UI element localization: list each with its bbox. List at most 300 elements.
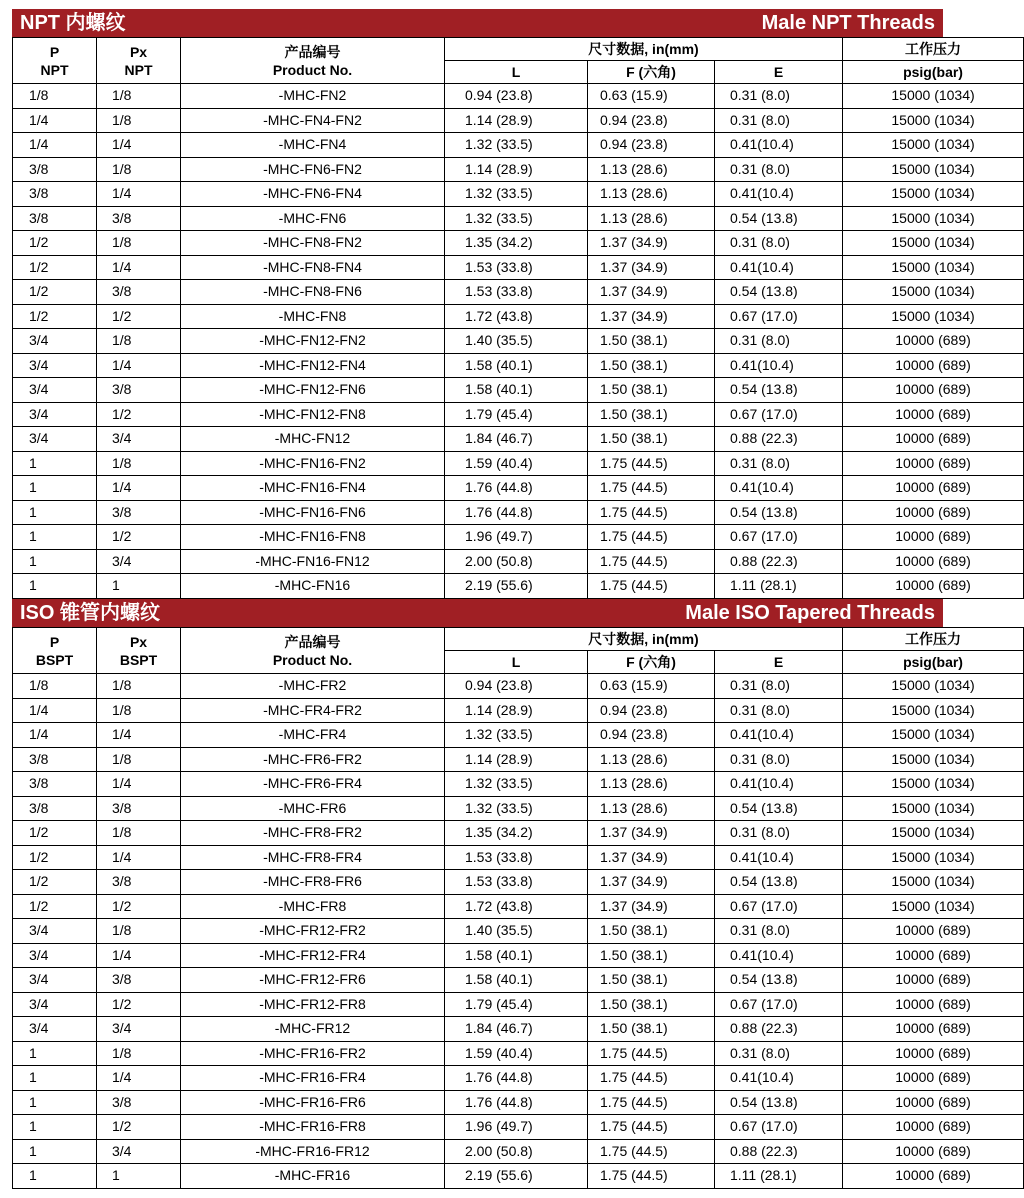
cell-e: 0.54 (13.8): [715, 206, 843, 231]
cell-e: 0.67 (17.0): [715, 525, 843, 550]
table-row: [13, 255, 1024, 280]
cell-f: 1.50 (38.1): [588, 919, 715, 944]
table-row: [13, 772, 1024, 797]
cell-l: 1.58 (40.1): [445, 378, 588, 403]
cell-product-no: -MHC-FR16: [181, 1164, 445, 1189]
table-row: [13, 1066, 1024, 1091]
header-e: E: [715, 651, 843, 674]
cell-pressure: 10000 (689): [843, 525, 1024, 550]
cell-px: 3/8: [97, 968, 181, 993]
cell-p: 1: [13, 1066, 97, 1091]
cell-p: 1/4: [13, 133, 97, 158]
cell-px: 3/4: [97, 549, 181, 574]
cell-pressure: 15000 (1034): [843, 84, 1024, 109]
table-row: [13, 549, 1024, 574]
cell-e: 1.11 (28.1): [715, 1164, 843, 1189]
cell-l: 1.14 (28.9): [445, 698, 588, 723]
cell-f: 1.75 (44.5): [588, 476, 715, 501]
cell-pressure: 15000 (1034): [843, 821, 1024, 846]
cell-px: 1/4: [97, 255, 181, 280]
cell-l: 1.53 (33.8): [445, 255, 588, 280]
cell-e: 0.54 (13.8): [715, 378, 843, 403]
cell-px: 3/4: [97, 427, 181, 452]
cell-p: 3/8: [13, 157, 97, 182]
cell-l: 2.00 (50.8): [445, 549, 588, 574]
cell-l: 1.32 (33.5): [445, 772, 588, 797]
cell-p: 1: [13, 1139, 97, 1164]
cell-f: 1.50 (38.1): [588, 943, 715, 968]
table-row: [13, 992, 1024, 1017]
cell-product-no: -MHC-FR12-FR2: [181, 919, 445, 944]
cell-pressure: 10000 (689): [843, 992, 1024, 1017]
cell-px: 1: [97, 1164, 181, 1189]
cell-f: 1.50 (38.1): [588, 968, 715, 993]
cell-e: 0.31 (8.0): [715, 451, 843, 476]
cell-product-no: -MHC-FN6-FN2: [181, 157, 445, 182]
cell-p: 1: [13, 451, 97, 476]
cell-pressure: 10000 (689): [843, 1139, 1024, 1164]
cell-f: 1.75 (44.5): [588, 574, 715, 599]
cell-l: 1.53 (33.8): [445, 280, 588, 305]
cell-p: 3/4: [13, 992, 97, 1017]
section-title-cn: ISO 锥管内螺纹: [20, 602, 161, 624]
cell-px: 1/2: [97, 402, 181, 427]
cell-l: 1.59 (40.4): [445, 1041, 588, 1066]
cell-l: 1.40 (35.5): [445, 329, 588, 354]
cell-f: 1.50 (38.1): [588, 378, 715, 403]
cell-f: 1.37 (34.9): [588, 231, 715, 256]
cell-p: 3/4: [13, 919, 97, 944]
cell-f: 1.75 (44.5): [588, 1115, 715, 1140]
cell-product-no: -MHC-FN16-FN4: [181, 476, 445, 501]
header-dims: 尺寸数据, in(mm): [445, 38, 843, 61]
cell-px: 1/4: [97, 772, 181, 797]
table-row: [13, 280, 1024, 305]
cell-l: 1.72 (43.8): [445, 894, 588, 919]
cell-pressure: 15000 (1034): [843, 231, 1024, 256]
cell-p: 3/4: [13, 943, 97, 968]
cell-pressure: 15000 (1034): [843, 674, 1024, 699]
cell-px: 1/2: [97, 304, 181, 329]
cell-l: 1.76 (44.8): [445, 1066, 588, 1091]
cell-px: 3/8: [97, 206, 181, 231]
cell-l: 1.76 (44.8): [445, 500, 588, 525]
cell-l: 2.00 (50.8): [445, 1139, 588, 1164]
cell-f: 1.75 (44.5): [588, 525, 715, 550]
cell-p: 3/4: [13, 427, 97, 452]
cell-f: 1.13 (28.6): [588, 182, 715, 207]
cell-p: 3/8: [13, 206, 97, 231]
cell-e: 0.31 (8.0): [715, 698, 843, 723]
cell-pressure: 10000 (689): [843, 1041, 1024, 1066]
cell-product-no: -MHC-FN12-FN6: [181, 378, 445, 403]
cell-e: 0.54 (13.8): [715, 796, 843, 821]
cell-pressure: 15000 (1034): [843, 206, 1024, 231]
cell-pressure: 10000 (689): [843, 1115, 1024, 1140]
cell-product-no: -MHC-FR6: [181, 796, 445, 821]
cell-p: 1: [13, 1090, 97, 1115]
cell-px: 1/2: [97, 992, 181, 1017]
header-product: 产品编号 Product No.: [181, 628, 445, 674]
cell-l: 1.32 (33.5): [445, 206, 588, 231]
table-row: [13, 476, 1024, 501]
cell-pressure: 10000 (689): [843, 968, 1024, 993]
cell-p: 3/8: [13, 772, 97, 797]
cell-product-no: -MHC-FR8-FR4: [181, 845, 445, 870]
cell-p: 1: [13, 1115, 97, 1140]
cell-pressure: 10000 (689): [843, 500, 1024, 525]
cell-product-no: -MHC-FR16-FR8: [181, 1115, 445, 1140]
cell-e: 0.88 (22.3): [715, 1017, 843, 1042]
cell-pressure: 10000 (689): [843, 574, 1024, 599]
cell-e: 0.41(10.4): [715, 723, 843, 748]
cell-px: 1/4: [97, 476, 181, 501]
table-row: [13, 329, 1024, 354]
cell-e: 0.41(10.4): [715, 255, 843, 280]
cell-f: 0.94 (23.8): [588, 723, 715, 748]
cell-px: 1/8: [97, 231, 181, 256]
cell-e: 0.31 (8.0): [715, 108, 843, 133]
table-row: [13, 378, 1024, 403]
section-banner: [12, 9, 943, 37]
cell-product-no: -MHC-FN16-FN6: [181, 500, 445, 525]
cell-product-no: -MHC-FR4: [181, 723, 445, 748]
cell-e: 0.31 (8.0): [715, 674, 843, 699]
header-f: F (六角): [588, 61, 715, 84]
cell-pressure: 15000 (1034): [843, 796, 1024, 821]
cell-pressure: 10000 (689): [843, 1090, 1024, 1115]
cell-pressure: 10000 (689): [843, 378, 1024, 403]
cell-product-no: -MHC-FR16-FR2: [181, 1041, 445, 1066]
cell-l: 1.32 (33.5): [445, 723, 588, 748]
cell-product-no: -MHC-FN6: [181, 206, 445, 231]
cell-e: 0.41(10.4): [715, 476, 843, 501]
cell-f: 1.37 (34.9): [588, 304, 715, 329]
cell-f: 1.37 (34.9): [588, 894, 715, 919]
spec-table: [12, 37, 1024, 599]
cell-product-no: -MHC-FR12-FR6: [181, 968, 445, 993]
cell-pressure: 10000 (689): [843, 943, 1024, 968]
cell-pressure: 10000 (689): [843, 451, 1024, 476]
cell-e: 0.31 (8.0): [715, 84, 843, 109]
cell-pressure: 15000 (1034): [843, 255, 1024, 280]
cell-pressure: 10000 (689): [843, 476, 1024, 501]
cell-pressure: 10000 (689): [843, 919, 1024, 944]
table-row: [13, 796, 1024, 821]
cell-px: 1/8: [97, 747, 181, 772]
table-row: [13, 304, 1024, 329]
table-row: [13, 574, 1024, 599]
cell-p: 1/8: [13, 674, 97, 699]
cell-p: 1/2: [13, 255, 97, 280]
cell-pressure: 15000 (1034): [843, 870, 1024, 895]
table-row: [13, 845, 1024, 870]
table-row: [13, 1164, 1024, 1189]
table-row: [13, 133, 1024, 158]
cell-product-no: -MHC-FN16-FN12: [181, 549, 445, 574]
table-row: [13, 108, 1024, 133]
cell-l: 1.35 (34.2): [445, 821, 588, 846]
cell-l: 0.94 (23.8): [445, 674, 588, 699]
cell-f: 1.37 (34.9): [588, 280, 715, 305]
cell-p: 1: [13, 1041, 97, 1066]
cell-f: 1.50 (38.1): [588, 427, 715, 452]
cell-f: 1.37 (34.9): [588, 845, 715, 870]
cell-product-no: -MHC-FN6-FN4: [181, 182, 445, 207]
cell-e: 0.67 (17.0): [715, 992, 843, 1017]
cell-pressure: 15000 (1034): [843, 698, 1024, 723]
cell-l: 2.19 (55.6): [445, 574, 588, 599]
cell-p: 1/2: [13, 304, 97, 329]
cell-p: 3/8: [13, 747, 97, 772]
cell-product-no: -MHC-FR8-FR2: [181, 821, 445, 846]
cell-product-no: -MHC-FN16-FN8: [181, 525, 445, 550]
cell-f: 1.50 (38.1): [588, 329, 715, 354]
header-product: 产品编号 Product No.: [181, 38, 445, 84]
cell-e: 0.31 (8.0): [715, 919, 843, 944]
cell-l: 1.84 (46.7): [445, 427, 588, 452]
header-px: Px BSPT: [97, 628, 181, 674]
cell-product-no: -MHC-FN8-FN4: [181, 255, 445, 280]
table-row: [13, 968, 1024, 993]
cell-pressure: 15000 (1034): [843, 772, 1024, 797]
cell-e: 0.41(10.4): [715, 943, 843, 968]
table-row: [13, 206, 1024, 231]
cell-product-no: -MHC-FN16: [181, 574, 445, 599]
table-row: [13, 525, 1024, 550]
cell-p: 1/2: [13, 870, 97, 895]
cell-product-no: -MHC-FN8: [181, 304, 445, 329]
cell-pressure: 10000 (689): [843, 329, 1024, 354]
cell-pressure: 10000 (689): [843, 1164, 1024, 1189]
cell-p: 1: [13, 476, 97, 501]
table-row: [13, 1041, 1024, 1066]
cell-pressure: 15000 (1034): [843, 157, 1024, 182]
cell-px: 1/4: [97, 943, 181, 968]
cell-pressure: 10000 (689): [843, 402, 1024, 427]
cell-px: 1/2: [97, 1115, 181, 1140]
cell-p: 3/4: [13, 1017, 97, 1042]
cell-px: 3/8: [97, 796, 181, 821]
cell-product-no: -MHC-FR4-FR2: [181, 698, 445, 723]
table-row: [13, 84, 1024, 109]
cell-pressure: 15000 (1034): [843, 182, 1024, 207]
iso-section: [12, 599, 975, 1189]
cell-e: 1.11 (28.1): [715, 574, 843, 599]
cell-product-no: -MHC-FN16-FN2: [181, 451, 445, 476]
cell-p: 3/4: [13, 353, 97, 378]
cell-pressure: 15000 (1034): [843, 845, 1024, 870]
cell-l: 1.72 (43.8): [445, 304, 588, 329]
cell-p: 1/8: [13, 84, 97, 109]
header-p: P NPT: [13, 38, 97, 84]
section-title-cn: NPT 内螺纹: [20, 12, 126, 34]
cell-product-no: -MHC-FR12: [181, 1017, 445, 1042]
cell-f: 1.75 (44.5): [588, 1066, 715, 1091]
cell-product-no: -MHC-FR12-FR8: [181, 992, 445, 1017]
cell-f: 1.75 (44.5): [588, 1164, 715, 1189]
table-row: [13, 674, 1024, 699]
cell-px: 3/8: [97, 1090, 181, 1115]
cell-p: 1: [13, 525, 97, 550]
header-pressure-unit: psig(bar): [843, 61, 1024, 84]
cell-product-no: -MHC-FR12-FR4: [181, 943, 445, 968]
cell-f: 1.75 (44.5): [588, 500, 715, 525]
cell-f: 1.50 (38.1): [588, 402, 715, 427]
cell-f: 1.13 (28.6): [588, 206, 715, 231]
header-pressure-unit: psig(bar): [843, 651, 1024, 674]
cell-e: 0.41(10.4): [715, 1066, 843, 1091]
cell-product-no: -MHC-FR16-FR12: [181, 1139, 445, 1164]
table-row: [13, 943, 1024, 968]
cell-f: 0.94 (23.8): [588, 108, 715, 133]
cell-l: 1.58 (40.1): [445, 968, 588, 993]
cell-px: 3/8: [97, 280, 181, 305]
cell-p: 1: [13, 1164, 97, 1189]
cell-p: 1: [13, 574, 97, 599]
table-row: [13, 402, 1024, 427]
cell-px: 1/8: [97, 919, 181, 944]
cell-e: 0.88 (22.3): [715, 427, 843, 452]
cell-p: 3/4: [13, 968, 97, 993]
cell-l: 1.84 (46.7): [445, 1017, 588, 1042]
header-l: L: [445, 651, 588, 674]
cell-p: 1/4: [13, 698, 97, 723]
cell-p: 1: [13, 549, 97, 574]
cell-f: 1.50 (38.1): [588, 992, 715, 1017]
cell-l: 1.32 (33.5): [445, 133, 588, 158]
cell-f: 1.50 (38.1): [588, 353, 715, 378]
cell-pressure: 15000 (1034): [843, 133, 1024, 158]
cell-px: 1/8: [97, 157, 181, 182]
cell-l: 1.96 (49.7): [445, 1115, 588, 1140]
table-row: [13, 1115, 1024, 1140]
cell-px: 1/4: [97, 182, 181, 207]
cell-product-no: -MHC-FR8: [181, 894, 445, 919]
cell-px: 3/4: [97, 1017, 181, 1042]
cell-f: 1.13 (28.6): [588, 747, 715, 772]
table-row: [13, 919, 1024, 944]
cell-f: 1.75 (44.5): [588, 549, 715, 574]
header-pressure: 工作压力: [843, 38, 1024, 61]
cell-l: 1.35 (34.2): [445, 231, 588, 256]
table-row: [13, 723, 1024, 748]
cell-e: 0.54 (13.8): [715, 870, 843, 895]
cell-l: 1.32 (33.5): [445, 182, 588, 207]
cell-px: 1/8: [97, 674, 181, 699]
cell-px: 1/4: [97, 1066, 181, 1091]
cell-e: 0.88 (22.3): [715, 1139, 843, 1164]
cell-l: 1.14 (28.9): [445, 157, 588, 182]
cell-l: 1.14 (28.9): [445, 108, 588, 133]
cell-f: 1.37 (34.9): [588, 821, 715, 846]
cell-pressure: 15000 (1034): [843, 747, 1024, 772]
cell-product-no: -MHC-FR6-FR4: [181, 772, 445, 797]
table-body: [13, 84, 1024, 599]
cell-e: 0.67 (17.0): [715, 1115, 843, 1140]
cell-l: 1.32 (33.5): [445, 796, 588, 821]
cell-f: 1.75 (44.5): [588, 451, 715, 476]
cell-f: 1.75 (44.5): [588, 1139, 715, 1164]
cell-pressure: 10000 (689): [843, 1017, 1024, 1042]
cell-px: 1/8: [97, 108, 181, 133]
cell-px: 3/8: [97, 870, 181, 895]
cell-f: 1.13 (28.6): [588, 772, 715, 797]
cell-e: 0.67 (17.0): [715, 894, 843, 919]
cell-l: 1.79 (45.4): [445, 992, 588, 1017]
cell-e: 0.67 (17.0): [715, 304, 843, 329]
cell-l: 1.76 (44.8): [445, 1090, 588, 1115]
header-p: P BSPT: [13, 628, 97, 674]
cell-px: 1/4: [97, 353, 181, 378]
cell-product-no: -MHC-FN12-FN4: [181, 353, 445, 378]
cell-pressure: 10000 (689): [843, 353, 1024, 378]
cell-px: 1/2: [97, 894, 181, 919]
cell-e: 0.54 (13.8): [715, 968, 843, 993]
cell-l: 1.59 (40.4): [445, 451, 588, 476]
table-row: [13, 500, 1024, 525]
cell-e: 0.31 (8.0): [715, 1041, 843, 1066]
cell-px: 1/8: [97, 698, 181, 723]
cell-l: 1.14 (28.9): [445, 747, 588, 772]
cell-l: 2.19 (55.6): [445, 1164, 588, 1189]
cell-product-no: -MHC-FN12: [181, 427, 445, 452]
cell-f: 1.75 (44.5): [588, 1090, 715, 1115]
cell-e: 0.54 (13.8): [715, 280, 843, 305]
cell-product-no: -MHC-FN2: [181, 84, 445, 109]
cell-f: 1.37 (34.9): [588, 255, 715, 280]
cell-l: 1.76 (44.8): [445, 476, 588, 501]
cell-product-no: -MHC-FR8-FR6: [181, 870, 445, 895]
cell-l: 1.58 (40.1): [445, 943, 588, 968]
cell-e: 0.41(10.4): [715, 133, 843, 158]
cell-px: 1/4: [97, 845, 181, 870]
cell-px: 1/8: [97, 329, 181, 354]
cell-p: 3/4: [13, 378, 97, 403]
cell-px: 1/4: [97, 133, 181, 158]
cell-e: 0.31 (8.0): [715, 747, 843, 772]
cell-px: 1/8: [97, 84, 181, 109]
cell-f: 0.94 (23.8): [588, 133, 715, 158]
table-row: [13, 182, 1024, 207]
cell-p: 1/4: [13, 108, 97, 133]
cell-px: 1/8: [97, 821, 181, 846]
cell-e: 0.67 (17.0): [715, 402, 843, 427]
cell-px: 3/4: [97, 1139, 181, 1164]
cell-product-no: -MHC-FN8-FN6: [181, 280, 445, 305]
spec-table: [12, 627, 1024, 1189]
table-row: [13, 157, 1024, 182]
table-row: [13, 427, 1024, 452]
cell-px: 1: [97, 574, 181, 599]
cell-f: 1.37 (34.9): [588, 870, 715, 895]
cell-f: 1.13 (28.6): [588, 157, 715, 182]
table-row: [13, 894, 1024, 919]
cell-product-no: -MHC-FN4-FN2: [181, 108, 445, 133]
cell-px: 1/8: [97, 1041, 181, 1066]
cell-l: 1.58 (40.1): [445, 353, 588, 378]
cell-e: 0.31 (8.0): [715, 231, 843, 256]
cell-px: 3/8: [97, 378, 181, 403]
header-l: L: [445, 61, 588, 84]
header-f: F (六角): [588, 651, 715, 674]
cell-f: 0.63 (15.9): [588, 84, 715, 109]
cell-f: 1.75 (44.5): [588, 1041, 715, 1066]
table-row: [13, 1017, 1024, 1042]
cell-l: 1.53 (33.8): [445, 845, 588, 870]
table-body: [13, 674, 1024, 1189]
cell-l: 1.96 (49.7): [445, 525, 588, 550]
